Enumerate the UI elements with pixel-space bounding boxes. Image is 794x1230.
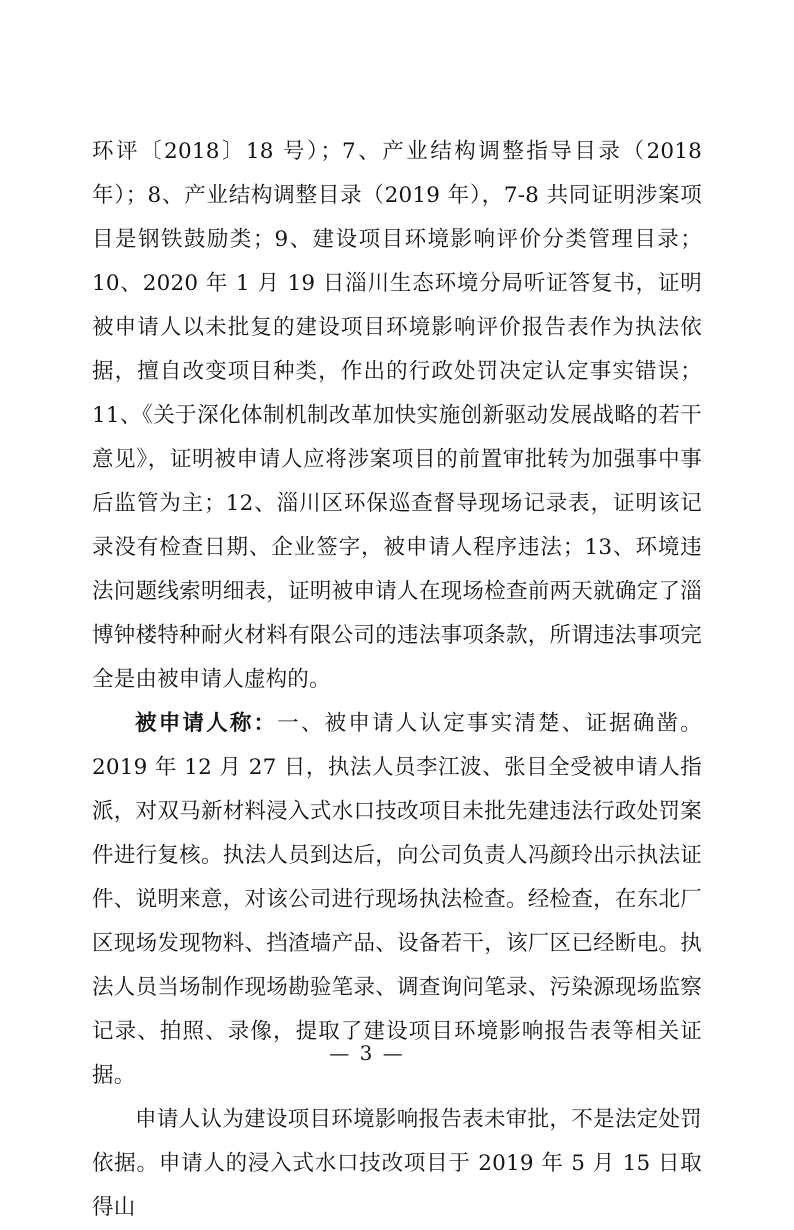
page-number: — 3 — — [329, 1041, 405, 1065]
paragraph-text: 一、被申请人认定事实清楚、证据确凿。2019 年 12 月 27 日，执法人员李江波、张目全受被申请人指派，对双马新材料浸入式水口技改项目未批先建违法行政处罚案件进行复核。执法人员到达后，向公司负责人冯颜玲出示执法证件、说明来意，对该公司进行现场执法检查。经检查，在东北厂区现场发现物料、挡渣墙产品、设备若干，该厂区已经断电。执法人员当场制作现场勘验笔录、调查询问笔录、污染源现场监察记录、拍照、录像，提取了建设项目环境影响报告表等相关证据。 — [92, 711, 702, 1088]
paragraph-evidence-list — [92, 130, 702, 702]
paragraph-respondent-statement — [92, 702, 702, 1098]
document-body — [92, 130, 702, 1230]
paragraph-applicant-claim — [92, 1098, 702, 1230]
paragraph-text: 申请人认为建设项目环境影响报告表未审批，不是法定处罚依据。申请人的浸入式水口技改项目于 2019 年 5 月 15 日取得山 — [92, 1107, 702, 1220]
paragraph-lead-label: 被申请人称： — [135, 711, 278, 736]
paragraph-text: 环评〔2018〕18 号）；7、产业结构调整指导目录（2018 年）；8、产业结构调整目录（2019 年），7-8 共同证明涉案项目是钢铁鼓励类；9、建设项目环境影响评价分类管理目录；10、2020 年 1 月 19 日淄川生态环境分局听证答复书，证明被申请人以未批复的建设项目环境影响评价报告表作为执法依据，擅自改变项目种类，作出的行政处罚决定认定事实错误；11、《关于深化体制机制改革加快实施创新驱动发展战略的若干意见》，证明被申请人应将涉案项目的前置审批转为加强事中事后监管为主；12、淄川区环保巡查督导现场记录表，证明该记录没有检查日期、企业签字，被申请人程序违法；13、环境违法问题线索明细表，证明被申请人在现场检查前两天就确定了淄博钟楼特种耐火材料有限公司的违法事项条款，所谓违法事项完全是由被申请人虚构的。 — [92, 139, 702, 692]
